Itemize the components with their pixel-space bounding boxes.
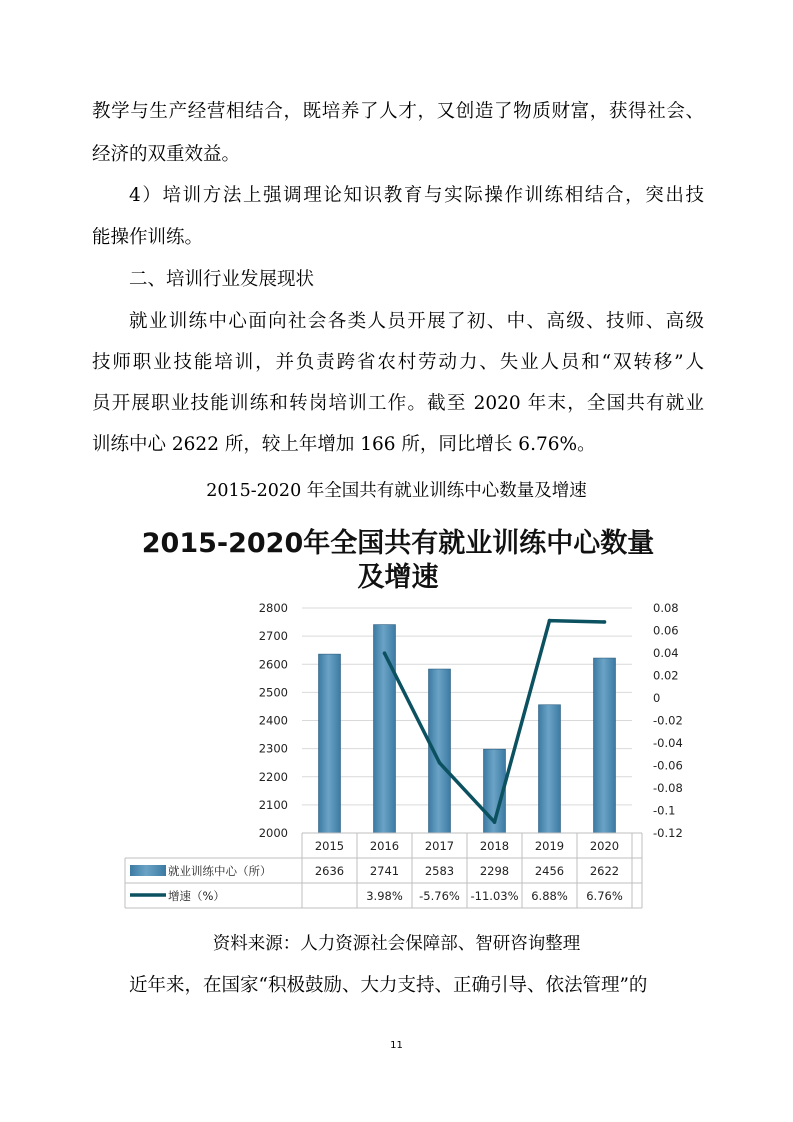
growth-point-2017 (438, 761, 442, 765)
right-axis-tick-label: -0.04 (653, 736, 683, 750)
bar-value-label: 2456 (534, 864, 565, 878)
figure-caption: 2015-2020 年全国共有就业训练中心数量及增速 (206, 481, 587, 501)
category-label: 2019 (534, 839, 565, 853)
left-axis-tick-label: 2600 (258, 657, 288, 672)
right-axis-tick-label: -0.08 (653, 781, 683, 795)
bar-value-label: 2583 (424, 864, 455, 878)
category-label: 2015 (314, 839, 345, 853)
growth-value-label: 6.76% (586, 889, 623, 903)
growth-value-label: 6.88% (531, 889, 568, 903)
right-axis-tick-label: -0.02 (653, 713, 683, 728)
left-axis-tick-label: 2000 (258, 826, 288, 840)
section-heading: 二、培训行业发展现状 (129, 269, 315, 290)
growth-point-2016 (383, 651, 387, 655)
chart-canvas (120, 510, 710, 920)
bar-2020 (594, 658, 616, 833)
paragraph-3-line-4: 训练中心 2622 所，较上年增加 166 所，同比增长 6.76%。 (92, 434, 596, 455)
bar-value-label: 2741 (369, 864, 400, 878)
paragraph-3-line-1: 就业训练中心面向社会各类人员开展了初、中、高级、技师、高级 (129, 311, 704, 332)
bar-2019 (539, 705, 561, 833)
legend-bar-swatch (130, 865, 166, 876)
growth-point-2019 (548, 619, 552, 623)
growth-value-label: -5.76% (419, 889, 460, 903)
paragraph-3-line-3: 员开展职业技能训练和转岗培训工作。截至 2020 年末，全国共有就业 (92, 393, 704, 414)
left-axis-tick-label: 2300 (258, 741, 288, 756)
bar-value-label: 2636 (314, 864, 345, 878)
right-axis-tick-label: -0.1 (653, 803, 676, 818)
paragraph-1-line-1: 教学与生产经营相结合，既培养了人才，又创造了物质财富，获得社会、 (92, 101, 704, 122)
page-number: 11 (390, 1040, 403, 1051)
legend-line-label: 增速（%） (168, 889, 225, 903)
bar-value-label: 2298 (479, 864, 510, 878)
paragraph-3-line-2: 技师职业技能培训，并负责跨省农村劳动力、失业人员和“双转移”人 (92, 352, 704, 373)
source-caption: 资料来源：人力资源社会保障部、智研咨询整理 (212, 934, 581, 954)
growth-point-2020 (603, 620, 607, 624)
growth-value-label: -11.03% (470, 889, 519, 903)
right-axis-tick-label: -0.06 (653, 758, 683, 773)
bar-2015 (319, 654, 341, 833)
right-axis-tick-label: 0 (653, 691, 661, 705)
chart (120, 510, 710, 920)
paragraph-4-line-1: 近年来，在国家“积极鼓励、大力支持、正确引导、依法管理”的 (129, 975, 648, 996)
paragraph-2-line-1: 4）培训方法上强调理论知识教育与实际操作训练相结合，突出技 (129, 185, 704, 206)
category-label: 2016 (369, 839, 400, 853)
chart-title-line-1: 2015-2020年全国共有就业训练中心数量 (141, 528, 655, 559)
right-axis-tick-label: -0.12 (653, 826, 683, 840)
left-axis-tick-label: 2200 (258, 769, 288, 784)
growth-value-label: 3.98% (366, 889, 403, 903)
left-axis-tick-label: 2400 (258, 713, 288, 728)
right-axis-tick-label: 0.06 (653, 623, 679, 638)
bar-value-label: 2622 (589, 864, 620, 878)
right-axis-tick-label: 0.02 (653, 668, 679, 683)
right-axis-tick-label: 0.04 (653, 646, 679, 660)
chart-title-line-2: 及增速 (357, 562, 439, 593)
right-axis-tick-label: 0.08 (653, 601, 679, 615)
legend-bar-label: 就业训练中心（所） (168, 864, 272, 878)
category-label: 2018 (479, 839, 510, 853)
left-axis-tick-label: 2700 (258, 629, 288, 644)
left-axis-tick-label: 2800 (258, 601, 288, 615)
left-axis-tick-label: 2500 (258, 685, 288, 700)
paragraph-2-line-2: 能操作训练。 (92, 227, 204, 248)
growth-point-2018 (493, 820, 497, 824)
left-axis-tick-label: 2100 (258, 797, 288, 812)
category-label: 2017 (424, 839, 455, 853)
paragraph-1-line-2: 经济的双重效益。 (92, 144, 241, 165)
category-label: 2020 (589, 839, 620, 853)
